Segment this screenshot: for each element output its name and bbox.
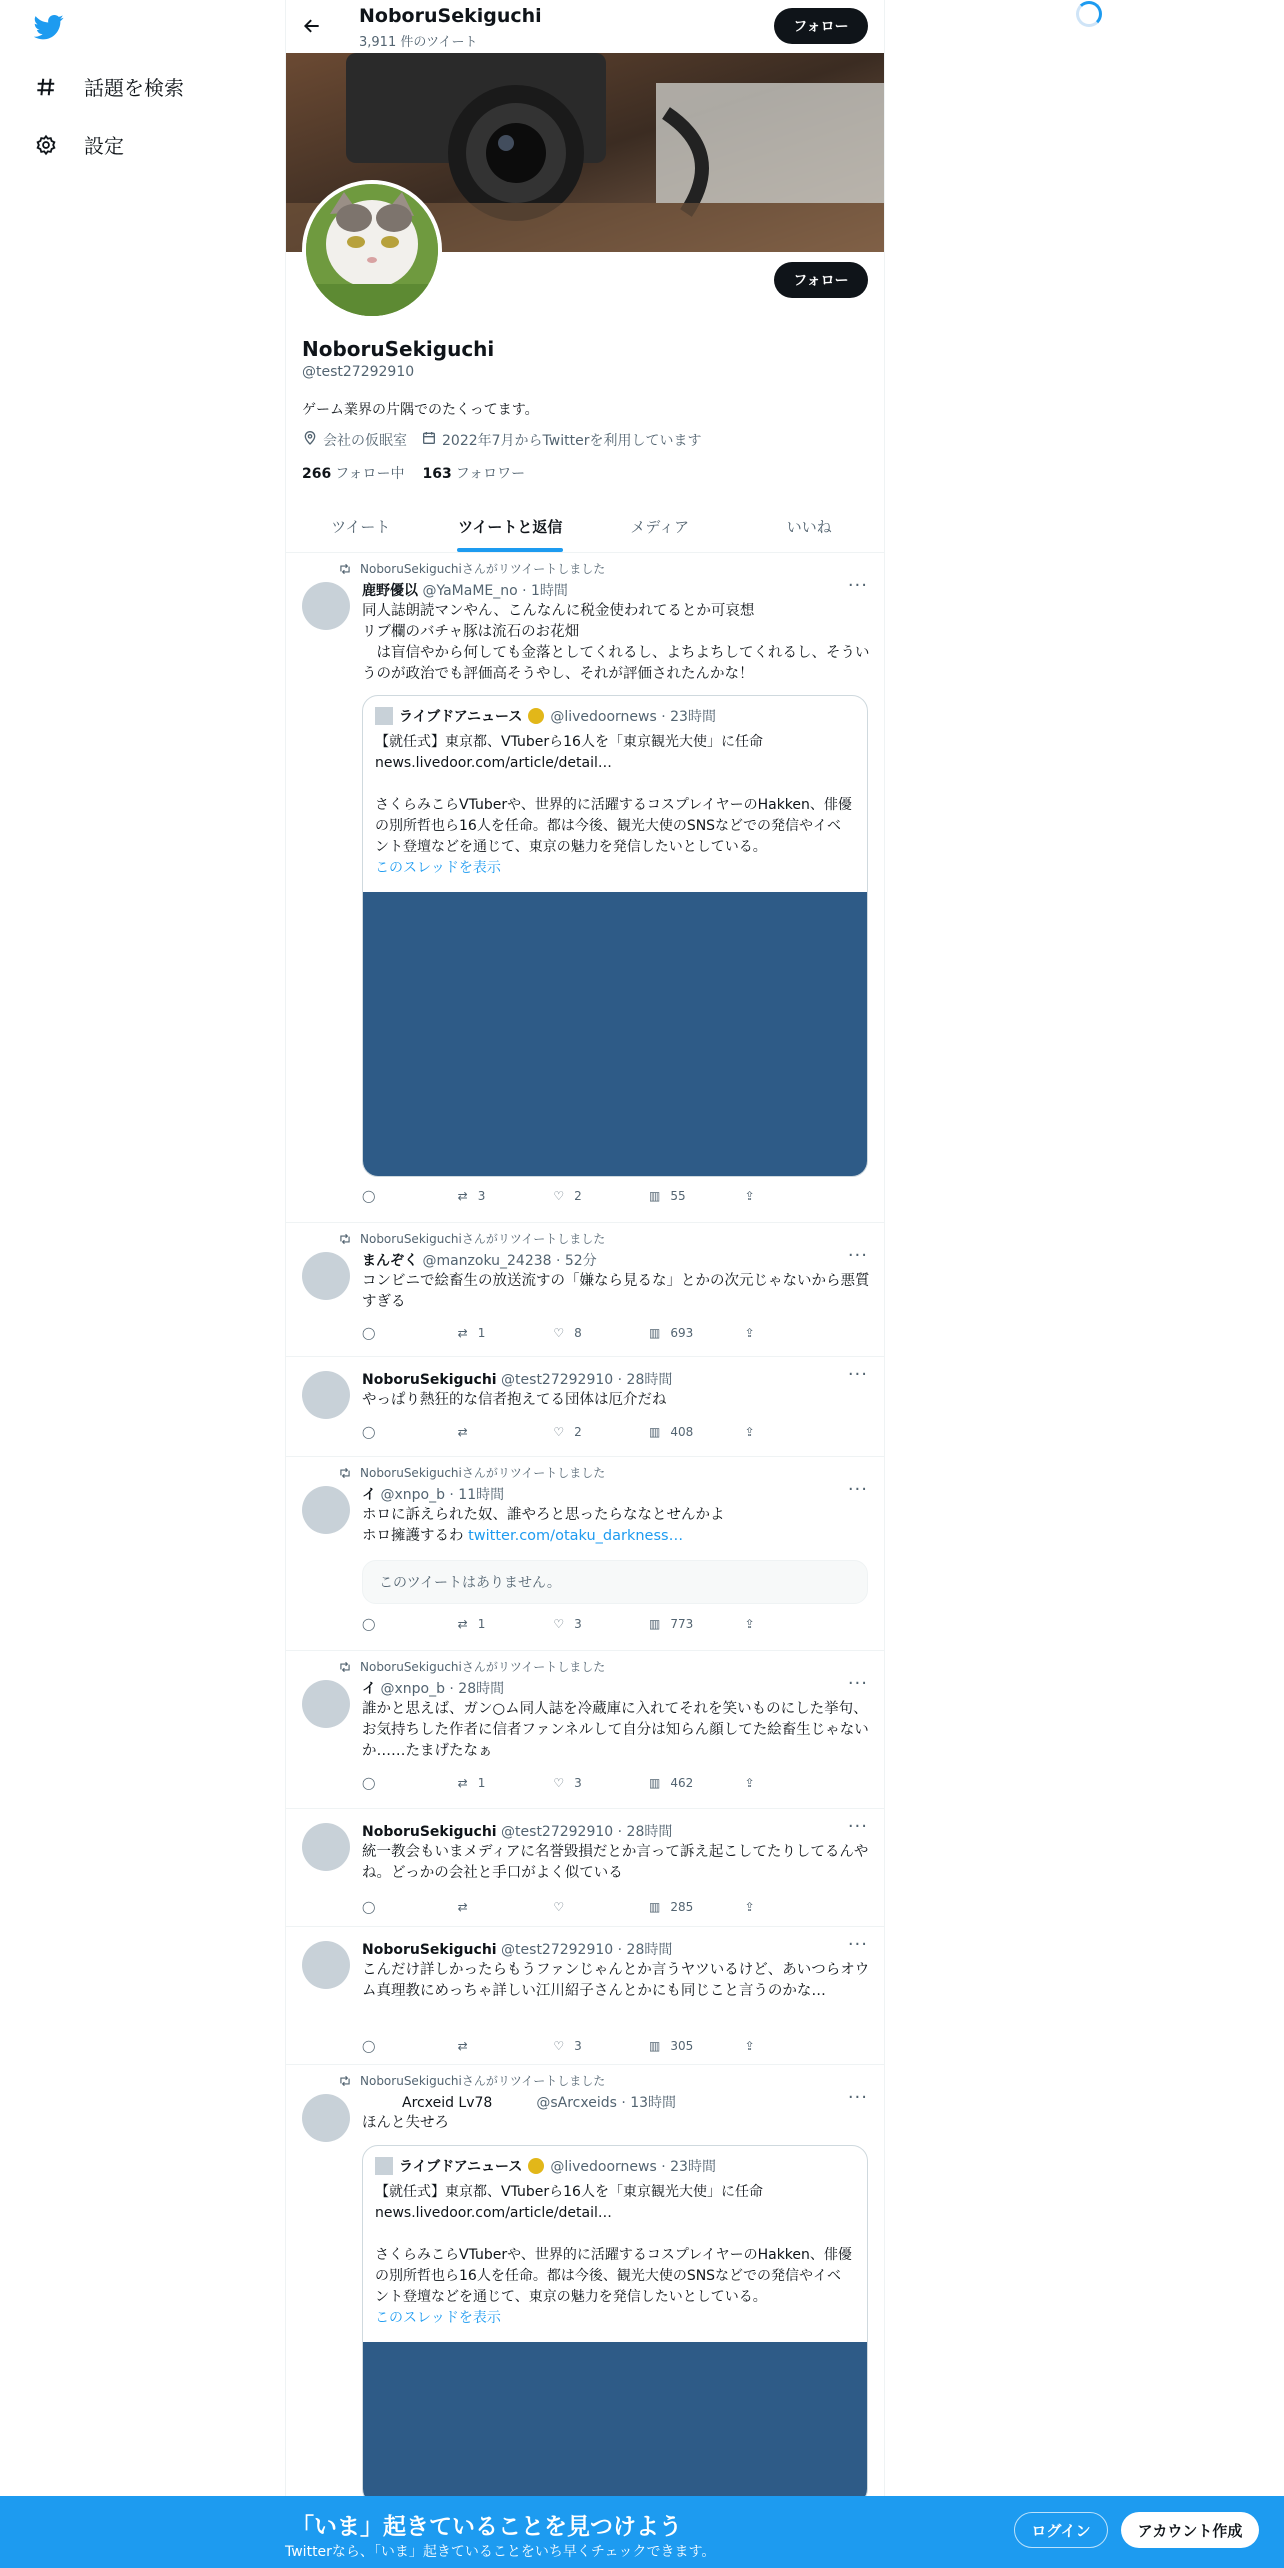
header-tweet-count: 3,911 件のツイート bbox=[359, 35, 478, 50]
retweet-icon: ⇄ bbox=[457, 1189, 468, 1203]
views-button[interactable]: ▥ 408 bbox=[648, 1425, 694, 1439]
tweet[interactable] bbox=[286, 1223, 884, 1357]
prompt-title: 「いま」起きていることを見つけよう bbox=[291, 2514, 682, 2540]
reply-icon: ◯ bbox=[362, 1900, 376, 1914]
profile-tabs bbox=[286, 500, 884, 553]
views-button[interactable]: ▥ 693 bbox=[648, 1326, 694, 1340]
like-button[interactable]: ♡ 3 bbox=[553, 1617, 582, 1631]
views-chart-icon: ▥ bbox=[648, 1900, 661, 1914]
tweet-header: まんぞく @manzoku_24238 · 52分 bbox=[362, 1253, 597, 1269]
following-link[interactable]: 266 フォロー中 bbox=[302, 466, 405, 482]
views-button[interactable]: ▥ 305 bbox=[648, 2039, 694, 2053]
tab-media[interactable]: メディア bbox=[630, 517, 690, 536]
followers-link[interactable]: 163 フォロワー bbox=[422, 466, 526, 482]
tweet-text: やっぱり熱狂的な信者抱えてる団体は厄介だね bbox=[362, 1392, 667, 1408]
share-icon: ⇪ bbox=[744, 1425, 755, 1439]
heart-icon: ♡ bbox=[553, 1617, 565, 1631]
share-icon: ⇪ bbox=[744, 1189, 755, 1203]
quote-media-image[interactable] bbox=[363, 892, 868, 1177]
quote-text: 【就任式】東京都、VTuberら16人を「東京観光大使」に任命 news.livedoor.com/article/detail… さくらみこらVTuberや、世界的に活躍するコスプレイヤーのHakken、俳優の別所哲也ら16人を任命。都は今後、観光大使のSNSなどでの発信やイベント登壇などを通じて、東京の魅力を発信したいとしている。 このスレッドを表示 bbox=[375, 732, 855, 879]
tweet[interactable] bbox=[286, 1809, 884, 1927]
quoted-tweet[interactable] bbox=[362, 2145, 868, 2505]
retweet-button[interactable] bbox=[458, 1425, 554, 1439]
share-button[interactable] bbox=[745, 2039, 802, 2053]
more-options-icon[interactable]: ··· bbox=[847, 1934, 868, 1955]
avatar[interactable] bbox=[302, 2094, 350, 2142]
views-chart-icon: ▥ bbox=[648, 1326, 661, 1340]
reply-button[interactable] bbox=[362, 2039, 458, 2053]
share-icon: ⇪ bbox=[744, 1776, 755, 1790]
share-button[interactable] bbox=[745, 1776, 802, 1790]
verified-badge-icon bbox=[528, 708, 544, 724]
heart-icon: ♡ bbox=[553, 1900, 565, 1914]
quote-header: ライブドアニュース @livedoornews · 23時間 bbox=[375, 2156, 716, 2176]
more-options-icon[interactable]: ··· bbox=[847, 1245, 868, 1266]
tweet-text: 統一教会もいまメディアに名誉毀損だとか言って訴え起こしてたりしてるんやね。どっかの会社と手口がよく似ている bbox=[362, 1844, 869, 1881]
sidebar-item-label: 話題を検索 bbox=[84, 76, 184, 100]
reply-button[interactable] bbox=[362, 1425, 458, 1439]
tweet-actions bbox=[362, 1425, 802, 1439]
tweet[interactable] bbox=[286, 1457, 884, 1651]
tab-tweets-and-replies[interactable]: ツイートと返信 bbox=[436, 500, 586, 552]
share-icon: ⇪ bbox=[744, 1326, 755, 1340]
retweet-icon bbox=[334, 562, 352, 576]
login-button[interactable]: ログイン bbox=[1014, 2512, 1108, 2548]
tab-tweets[interactable]: ツイート bbox=[331, 517, 391, 536]
login-prompt-bar bbox=[0, 2496, 1284, 2568]
like-button[interactable]: ♡ 8 bbox=[553, 1326, 582, 1340]
avatar[interactable] bbox=[302, 582, 350, 630]
retweet-icon: ⇄ bbox=[457, 1326, 468, 1340]
share-icon: ⇪ bbox=[744, 1617, 755, 1631]
show-thread-link[interactable]: このスレッドを表示 bbox=[375, 2310, 501, 2326]
retweet-note: NoboruSekiguchiさんがリツイートしました bbox=[334, 2072, 605, 2089]
tweet[interactable] bbox=[286, 1927, 884, 2065]
views-chart-icon: ▥ bbox=[648, 1425, 661, 1439]
tweet-text: こんだけ詳しかったらもうファンじゃんとか言うヤツいるけど、あいつらオウム真理教にめっちゃ詳しい江川紹子さんとかにも同じこと言うのかな… bbox=[362, 1962, 870, 1999]
heart-icon: ♡ bbox=[553, 1326, 565, 1340]
retweet-icon: ⇄ bbox=[457, 1900, 468, 1914]
twitter-logo-icon[interactable] bbox=[34, 12, 68, 46]
retweet-button[interactable]: ⇄ 1 bbox=[457, 1776, 486, 1790]
sidebar-item-explore[interactable] bbox=[34, 72, 184, 101]
avatar[interactable] bbox=[302, 1941, 350, 1989]
more-options-icon[interactable]: ··· bbox=[847, 1364, 868, 1385]
tweet-text: コンビニで絵畜生の放送流すの「嫌なら見るな」とかの次元じゃないから悪質すぎる bbox=[362, 1273, 870, 1310]
tab-likes[interactable]: いいね bbox=[786, 517, 832, 536]
reply-button[interactable] bbox=[362, 1776, 458, 1790]
share-button[interactable] bbox=[745, 1617, 802, 1631]
quote-media-image[interactable] bbox=[363, 2342, 868, 2505]
avatar[interactable] bbox=[302, 1486, 350, 1534]
retweet-button[interactable]: ⇄ 1 bbox=[457, 1617, 486, 1631]
sidebar-item-settings[interactable] bbox=[34, 130, 124, 159]
profile-bio: ゲーム業界の片隅でのたくってます。 bbox=[302, 402, 539, 418]
reply-button[interactable] bbox=[362, 1617, 458, 1631]
tweet-header: NoboruSekiguchi @test27292910 · 28時間 bbox=[362, 1372, 673, 1388]
more-options-icon[interactable]: ··· bbox=[847, 1479, 868, 1500]
tweet-header: NoboruSekiguchi @test27292910 · 28時間 bbox=[362, 1942, 673, 1958]
avatar[interactable] bbox=[302, 1823, 350, 1871]
gear-icon bbox=[34, 133, 58, 157]
tweet-text: 同人誌朗読マンやん、こんなんに税金使われてるとか可哀想 リブ欄のバチャ豚は流石のお花畑 は盲信やから何しても金落としてくれるし、よちよちしてくれるし、そういうのが政治でも評価高そうやし、それが評価されたんかな！ bbox=[362, 603, 870, 682]
calendar-icon bbox=[421, 430, 437, 450]
tweet-actions bbox=[362, 1776, 802, 1790]
tweet-text: ホロに訴えられた奴、誰やろと思ったらななとせんかよ ホロ擁護するわ twitter.com/otaku_darkness… bbox=[362, 1507, 725, 1544]
retweet-icon: ⇄ bbox=[457, 1425, 468, 1439]
profile-name: NoboruSekiguchi bbox=[302, 337, 495, 361]
views-chart-icon: ▥ bbox=[648, 1776, 661, 1790]
reply-button[interactable] bbox=[362, 1326, 458, 1340]
header-follow-button[interactable]: フォロー bbox=[774, 8, 868, 44]
sidebar-item-label: 設定 bbox=[84, 134, 124, 158]
quote-avatar bbox=[375, 707, 393, 725]
share-icon: ⇪ bbox=[744, 1900, 755, 1914]
tweet-actions bbox=[362, 1326, 802, 1340]
share-button[interactable] bbox=[745, 1326, 802, 1340]
like-button[interactable] bbox=[553, 1900, 649, 1914]
tweet[interactable] bbox=[286, 2065, 884, 2496]
profile-timeline bbox=[285, 0, 885, 2568]
reply-icon: ◯ bbox=[362, 2039, 376, 2053]
tweet-actions bbox=[362, 2039, 802, 2053]
retweet-note: NoboruSekiguchiさんがリツイートしました bbox=[334, 560, 605, 577]
profile-header-bar bbox=[286, 0, 884, 53]
more-options-icon[interactable]: ··· bbox=[847, 1816, 868, 1837]
quoted-tweet[interactable] bbox=[362, 695, 868, 1177]
retweet-button[interactable] bbox=[458, 1900, 554, 1914]
profile-avatar[interactable] bbox=[302, 180, 442, 320]
quote-text: 【就任式】東京都、VTuberら16人を「東京観光大使」に任命 news.livedoor.com/article/detail… さくらみこらVTuberや、世界的に活躍するコスプレイヤーのHakken、俳優の別所哲也ら16人を任命。都は今後、観光大使のSNSなどでの発信やイベント登壇などを通じて、東京の魅力を発信したいとしている。 このスレッドを表示 bbox=[375, 2182, 855, 2329]
reply-icon: ◯ bbox=[362, 1425, 376, 1439]
verified-badge-icon bbox=[528, 2158, 544, 2174]
tweet-actions bbox=[362, 1617, 802, 1631]
avatar[interactable] bbox=[302, 1680, 350, 1728]
loading-spinner-icon bbox=[1076, 1, 1102, 27]
tweet[interactable] bbox=[286, 1651, 884, 1809]
prompt-subtitle: Twitterなら、「いま」起きていることをいち早くチェックできます。 bbox=[285, 2544, 716, 2560]
signup-button[interactable]: アカウント作成 bbox=[1121, 2512, 1259, 2548]
retweet-note: NoboruSekiguchiさんがリツイートしました bbox=[334, 1230, 605, 1247]
profile-follow-button[interactable]: フォロー bbox=[774, 262, 868, 298]
tweet-header: 鹿野優以 @YaMaME_no · 1時間 bbox=[362, 583, 568, 599]
back-arrow-icon[interactable] bbox=[302, 16, 324, 38]
reply-icon: ◯ bbox=[362, 1189, 376, 1203]
show-thread-link[interactable]: このスレッドを表示 bbox=[375, 860, 501, 876]
quote-header: ライブドアニュース @livedoornews · 23時間 bbox=[375, 706, 716, 726]
reply-icon: ◯ bbox=[362, 1326, 376, 1340]
share-button[interactable] bbox=[745, 1900, 802, 1914]
retweet-icon bbox=[334, 1660, 352, 1674]
unavailable-tweet-notice: このツイートはありません。 bbox=[362, 1560, 868, 1604]
retweet-button[interactable]: ⇄ 3 bbox=[457, 1189, 486, 1203]
retweet-button[interactable] bbox=[458, 2039, 554, 2053]
location-icon bbox=[302, 430, 318, 450]
tweet-text: ほんと失せろ bbox=[362, 2115, 449, 2131]
tweet[interactable] bbox=[286, 1357, 884, 1457]
views-button[interactable]: ▥ 462 bbox=[648, 1776, 694, 1790]
retweet-icon bbox=[334, 1466, 352, 1480]
retweet-button[interactable]: ⇄ 1 bbox=[457, 1326, 486, 1340]
hashtag-icon bbox=[34, 75, 58, 99]
tweet-link[interactable]: twitter.com/otaku_darkness… bbox=[468, 1528, 684, 1544]
views-button[interactable]: ▥ 285 bbox=[648, 1900, 694, 1914]
retweet-icon bbox=[334, 2074, 352, 2088]
like-button[interactable]: ♡ 2 bbox=[553, 1189, 582, 1203]
share-button[interactable] bbox=[745, 1189, 802, 1203]
reply-button[interactable] bbox=[362, 1900, 458, 1914]
views-chart-icon: ▥ bbox=[648, 1189, 661, 1203]
more-options-icon[interactable]: ··· bbox=[847, 2087, 868, 2108]
avatar[interactable] bbox=[302, 1371, 350, 1419]
profile-stats bbox=[302, 463, 525, 483]
retweet-icon: ⇄ bbox=[457, 1776, 468, 1790]
views-button[interactable]: ▥ 773 bbox=[648, 1617, 694, 1631]
retweet-note: NoboruSekiguchiさんがリツイートしました bbox=[334, 1464, 605, 1481]
profile-location: 会社の仮眠室 bbox=[323, 433, 407, 449]
header-profile-name: NoboruSekiguchi bbox=[359, 5, 542, 27]
heart-icon: ♡ bbox=[553, 1776, 565, 1790]
retweet-icon bbox=[334, 1232, 352, 1246]
more-options-icon[interactable]: ··· bbox=[847, 1673, 868, 1694]
tweet-actions bbox=[362, 1189, 802, 1203]
retweet-icon: ⇄ bbox=[457, 1617, 468, 1631]
retweet-icon: ⇄ bbox=[457, 2039, 468, 2053]
tweet[interactable] bbox=[286, 553, 884, 1223]
reply-icon: ◯ bbox=[362, 1776, 376, 1790]
tweet-text: 誰かと思えば、ガン○ム同人誌を冷蔵庫に入れてそれを笑いものにした挙句、お気持ちした作者に信者ファンネルして自分は知らん顔してた絵畜生じゃないか……たまげたなぁ bbox=[362, 1701, 869, 1759]
reply-button[interactable] bbox=[362, 1189, 458, 1203]
profile-joined-date: 2022年7月からTwitterを利用しています bbox=[442, 433, 702, 449]
reply-icon: ◯ bbox=[362, 1617, 376, 1631]
heart-icon: ♡ bbox=[553, 1425, 565, 1439]
retweet-note: NoboruSekiguchiさんがリツイートしました bbox=[334, 1658, 605, 1675]
tweet-header: Arcxeid Lv78 @sArcxeids · 13時間 bbox=[402, 2095, 677, 2111]
profile-handle: @test27292910 bbox=[302, 364, 415, 380]
like-button[interactable]: ♡ 3 bbox=[553, 1776, 582, 1790]
like-button[interactable]: ♡ 3 bbox=[553, 2039, 582, 2053]
like-button[interactable]: ♡ 2 bbox=[553, 1425, 582, 1439]
heart-icon: ♡ bbox=[553, 1189, 565, 1203]
views-button[interactable]: ▥ 55 bbox=[648, 1189, 686, 1203]
views-chart-icon: ▥ bbox=[648, 1617, 661, 1631]
profile-meta bbox=[302, 430, 701, 450]
tweet-actions bbox=[362, 1900, 802, 1914]
avatar[interactable] bbox=[302, 1252, 350, 1300]
tweet-header: イ @xnpo_b · 28時間 bbox=[362, 1681, 505, 1697]
quote-avatar bbox=[375, 2157, 393, 2175]
views-chart-icon: ▥ bbox=[648, 2039, 661, 2053]
heart-icon: ♡ bbox=[553, 2039, 565, 2053]
share-icon: ⇪ bbox=[744, 2039, 755, 2053]
tweet-header: イ @xnpo_b · 11時間 bbox=[362, 1487, 505, 1503]
share-button[interactable] bbox=[745, 1425, 802, 1439]
more-options-icon[interactable]: ··· bbox=[847, 575, 868, 596]
tweet-header: NoboruSekiguchi @test27292910 · 28時間 bbox=[362, 1824, 673, 1840]
